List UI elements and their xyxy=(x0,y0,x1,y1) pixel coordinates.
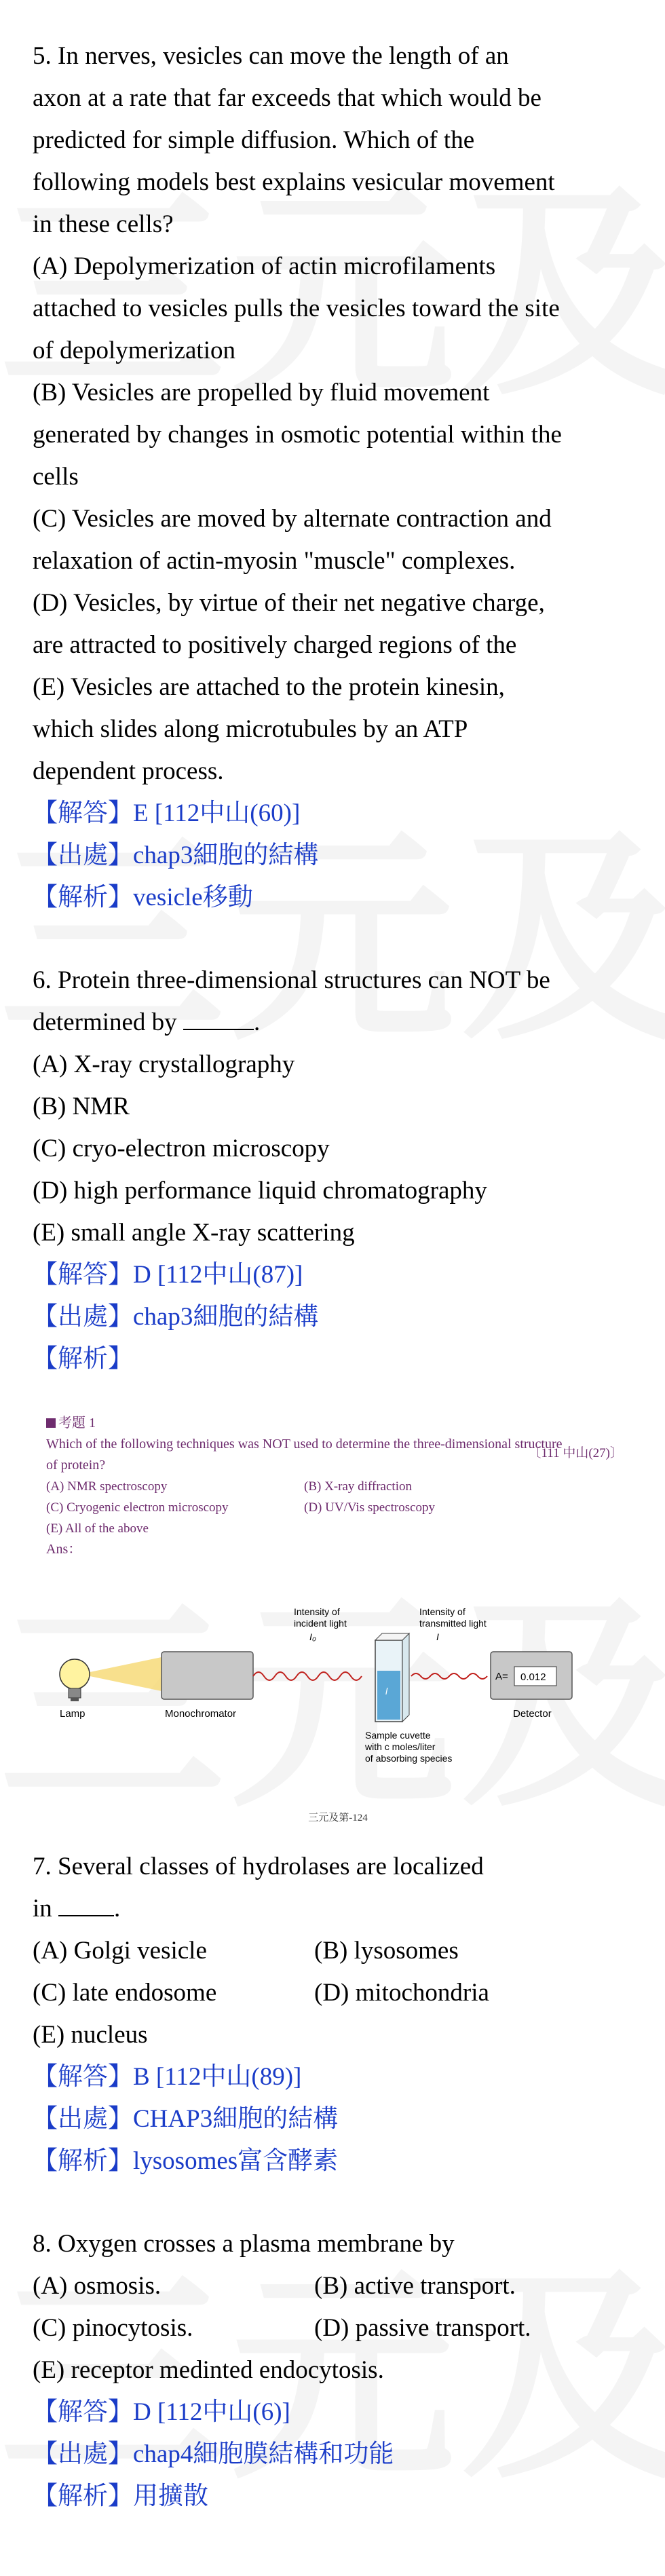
cuvette-label: with c moles/liter xyxy=(365,1741,436,1752)
figure-header: 考題 1 xyxy=(46,1413,630,1434)
figure-source: 〔111 中山(27)〕 xyxy=(528,1446,623,1460)
question-5 xyxy=(33,35,643,919)
q7-option: (D) mitochondria xyxy=(314,1979,489,2007)
monochromator-box xyxy=(162,1652,253,1699)
reference-figure xyxy=(33,1399,643,1840)
figure-option: (E) All of the above xyxy=(46,1521,149,1536)
q5-option-line: generated by changes in osmotic potential within the xyxy=(33,421,562,449)
incident-symbol: I₀ xyxy=(309,1631,316,1642)
q5-option-line: (B) Vesicles are propelled by fluid movement xyxy=(33,379,490,406)
q7-stem-end: . xyxy=(114,1895,121,1922)
q6-stem-text: determined by xyxy=(33,1008,183,1036)
q6-stem-line: 6. Protein three-dimensional structures can NOT be xyxy=(33,966,550,994)
monochromator-label: Monochromator xyxy=(165,1708,237,1720)
q8-stem-line: 8. Oxygen crosses a plasma membrane by xyxy=(33,2230,455,2258)
answer-blank xyxy=(58,1915,114,1916)
reading-value: 0.012 xyxy=(520,1671,546,1683)
q7-explanation: 【解析】lysosomes富含酵素 xyxy=(33,2147,339,2175)
q8-option: (B) active transport. xyxy=(314,2272,516,2300)
transmitted-label: transmitted light xyxy=(419,1618,487,1629)
transmitted-symbol: I xyxy=(436,1631,439,1642)
q7-stem-line xyxy=(33,1888,643,1930)
detector-label: Detector xyxy=(513,1708,552,1720)
q6-option: (D) high performance liquid chromatography xyxy=(33,1177,487,1205)
light-beam xyxy=(80,1657,162,1691)
q8-option: (D) passive transport. xyxy=(314,2314,531,2342)
q8-option: (E) receptor medinted endocytosis. xyxy=(33,2356,384,2384)
q5-answer: 【解答】E [112中山(60)] xyxy=(33,799,301,827)
figure-option: (A) NMR spectroscopy xyxy=(46,1479,168,1494)
answer-blank xyxy=(183,1029,254,1030)
square-bullet-icon xyxy=(46,1418,56,1428)
lamp-label: Lamp xyxy=(60,1708,86,1720)
q7-option: (B) lysosomes xyxy=(314,1937,459,1965)
transmitted-wave xyxy=(411,1673,487,1679)
q7-source: 【出處】CHAP3細胞的結構 xyxy=(33,2105,339,2133)
q8-option: (A) osmosis. xyxy=(33,2272,162,2300)
incident-wave xyxy=(253,1672,362,1680)
q5-source: 【出處】chap3細胞的結構 xyxy=(33,841,319,869)
q8-option: (C) pinocytosis. xyxy=(33,2314,193,2342)
q8-source: 【出處】chap4細胞膜結構和功能 xyxy=(33,2440,394,2468)
figure-ans-label: Ans： xyxy=(46,1542,82,1557)
figure-options xyxy=(46,1476,562,1539)
q5-stem-line: 5. In nerves, vesicles can move the length of an xyxy=(33,42,509,70)
question-7 xyxy=(33,1846,643,2182)
q5-option-line: cells xyxy=(33,463,79,491)
cuvette-label: of absorbing species xyxy=(365,1753,453,1764)
reading-label: A= xyxy=(495,1671,508,1682)
spacer xyxy=(33,2182,643,2223)
q7-stem-text: in xyxy=(33,1895,59,1922)
q7-option-row xyxy=(33,1972,643,2014)
cuvette-label: Sample cuvette xyxy=(365,1730,431,1741)
path-length-symbol: l xyxy=(385,1686,388,1697)
figure-question-box xyxy=(46,1413,630,1560)
q5-option-line: (D) Vesicles, by virtue of their net negative charge, xyxy=(33,589,545,617)
sample-cuvette xyxy=(375,1633,409,1722)
q6-stem-end: . xyxy=(253,1008,261,1036)
figure-option: (D) UV/Vis spectroscopy xyxy=(304,1500,436,1515)
q5-stem-line: following models best explains vesicular movement xyxy=(33,168,555,196)
q5-explanation: 【解析】vesicle移動 xyxy=(33,884,253,911)
q5-option-line: (E) Vesicles are attached to the protein kinesin, xyxy=(33,673,505,701)
figure-option: (C) Cryogenic electron microscopy xyxy=(46,1500,229,1515)
q6-stem-line xyxy=(33,1002,643,1044)
q8-explanation: 【解析】用擴散 xyxy=(33,2482,208,2510)
question-8 xyxy=(33,2223,643,2518)
q8-answer: 【解答】D [112中山(6)] xyxy=(33,2398,290,2426)
q5-option-line: attached to vesicles pulls the vesicles toward the site xyxy=(33,295,560,322)
figure-option: (B) X-ray diffraction xyxy=(304,1479,412,1494)
q5-option-line: are attracted to positively charged regions of the xyxy=(33,631,517,659)
figure-question-line: Which of the following techniques was NOT used to determine the three-dimensional structure xyxy=(46,1437,563,1452)
q6-option: (E) small angle X-ray scattering xyxy=(33,1219,355,1247)
q6-option: (C) cryo-electron microscopy xyxy=(33,1135,330,1162)
q6-option: (A) X-ray crystallography xyxy=(33,1050,295,1078)
q5-option-line: dependent process. xyxy=(33,757,224,785)
q5-option-line: relaxation of actin-myosin "muscle" complexes. xyxy=(33,547,516,575)
q5-option-line: (A) Depolymerization of actin microfilaments xyxy=(33,252,496,280)
q7-option: (A) Golgi vesicle xyxy=(33,1937,207,1965)
q6-source: 【出處】chap3細胞的結構 xyxy=(33,1303,319,1331)
incident-label: incident light xyxy=(294,1618,347,1629)
q7-stem-line: 7. Several classes of hydrolases are localized xyxy=(33,1853,484,1880)
q5-option-line: which slides along microtubules by an ATP xyxy=(33,715,468,743)
q5-option-line: of depolymerization xyxy=(33,337,235,364)
q8-option-row xyxy=(33,2307,643,2349)
q7-option-row xyxy=(33,1930,643,1972)
q5-stem-line: axon at a rate that far exceeds that which would be xyxy=(33,84,542,112)
q6-option: (B) NMR xyxy=(33,1093,130,1120)
figure-page-number: 三元及第-124 xyxy=(308,1813,368,1823)
q5-stem-line: in these cells? xyxy=(33,210,174,238)
q6-answer: 【解答】D [112中山(87)] xyxy=(33,1261,303,1289)
q5-option-line: (C) Vesicles are moved by alternate contraction and xyxy=(33,505,552,533)
figure-question-line: of protein? xyxy=(46,1458,106,1473)
q7-option: (C) late endosome xyxy=(33,1979,217,2007)
incident-label: Intensity of xyxy=(294,1606,340,1617)
document-body xyxy=(33,35,643,2518)
q7-option-row xyxy=(33,2014,643,2056)
q8-option-row xyxy=(33,2349,643,2391)
q7-option: (E) nucleus xyxy=(33,2021,148,2049)
q7-answer: 【解答】B [112中山(89)] xyxy=(33,2063,302,2091)
q5-stem-line: predicted for simple diffusion. Which of the xyxy=(33,126,475,154)
spacer xyxy=(33,919,643,960)
question-6 xyxy=(33,960,643,1380)
q8-option-row xyxy=(33,2265,643,2307)
q6-explanation: 【解析】 xyxy=(33,1345,133,1373)
lamp-icon xyxy=(60,1659,90,1701)
spectrophotometer-diagram xyxy=(39,1603,636,1800)
transmitted-label: Intensity of xyxy=(419,1606,466,1617)
